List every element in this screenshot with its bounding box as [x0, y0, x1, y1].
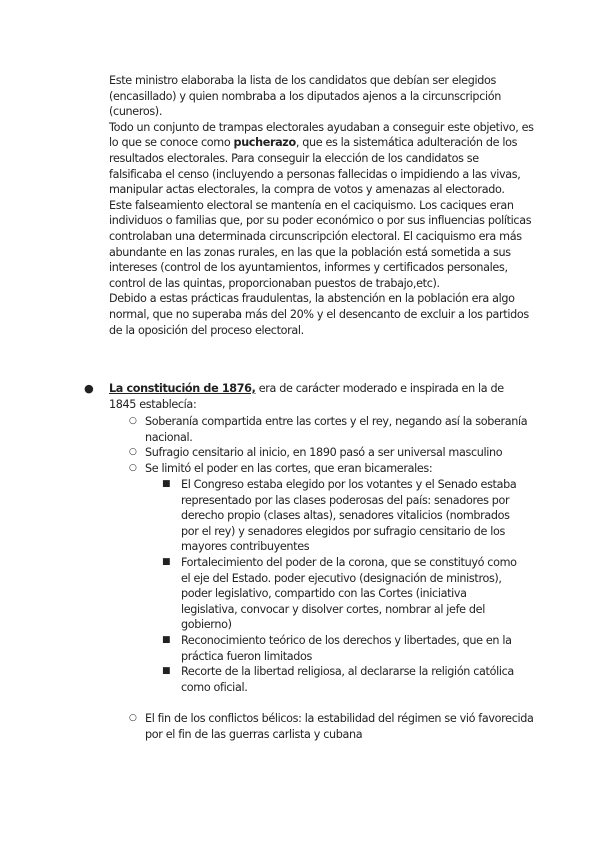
subsub-item-text: Reconocimiento teórico de los derechos y libertades, que en la práctica fueron limitados: [181, 634, 512, 663]
paragraph-caciquismo: Este falseamiento electoral se mantenía en el caciquismo. Los caciques eran individuos o familias que, por su poder económico o por sus influencias políticas controlaban una determinada circunscripción electoral. El caciquismo era más abundante en las zonas rurales, en las que la población está sometida a sus intereses (control de los ayuntamientos, informes y certificados personales, control de las quintas, proporcionaban puestos de trabajo,etc).: [109, 198, 532, 290]
paragraph-abstencion: Debido a estas prácticas fraudulentas, la abstención en la población era algo normal, que no superaba más del 20% y el desencanto de excluir a los partidos de la oposición del proceso electoral.: [109, 292, 529, 337]
constitucion-heading: La constitución de 1876,: [109, 382, 256, 395]
sub-item-text: Soberanía compartida entre las cortes y el rey, negando así la soberanía nacional.: [145, 415, 528, 444]
square-bullet-icon: ■: [162, 557, 171, 567]
circle-bullet-icon: ○: [129, 463, 137, 473]
square-bullet-icon: ■: [162, 666, 171, 676]
subsub-item-text: Recorte de la libertad religiosa, al declararse la religión católica como oficial.: [181, 665, 514, 694]
intro-text: [109, 73, 534, 338]
pucherazo-term: pucherazo: [233, 136, 296, 150]
sub-item-text: Se limitó el poder en las cortes, que eran bicamerales:: [145, 462, 433, 475]
constitucion-heading-rest: era de carácter moderado e inspirada en la de 1845 establecía:: [109, 382, 504, 411]
sub-item-text: Sufragio censitario al inicio, en 1890 pasó a ser universal masculino: [145, 446, 503, 459]
pucherazo-text-a: Todo un conjunto de trampas electorales ayudaban a conseguir este objetivo, es lo que se conoce como: [109, 120, 534, 150]
constitucion-heading-line: [109, 381, 534, 412]
square-bullet-icon: ■: [162, 479, 171, 489]
paragraph-ministro: Este ministro elaboraba la lista de los candidatos que debían ser elegidos (encasillado) y quien nombraba a los diputados ajenos a la circunscripción (cuneros).: [109, 74, 501, 119]
circle-bullet-icon: ○: [129, 713, 137, 723]
circle-bullet-icon: ○: [129, 447, 137, 457]
pucherazo-text-b: , que es la sistemática adulteración de los resultados electorales. Para conseguir la elección de los candidatos se falsificaba el censo (incluyendo a personas fallecidas o impidiendo a las vivas, manipular actas electorales, la compra de votos y amenazas al electorado.: [109, 136, 521, 197]
circle-bullet-icon: ○: [129, 416, 137, 426]
subsub-item-text: Fortalecimiento del poder de la corona, que se constituyó como el eje del Estado. poder ejecutivo (designación de ministros), poder legislativo, compartido con las Cortes (iniciativa legislativa, convocar y disolver cortes, nombrar al jefe del gobierno): [181, 556, 517, 632]
bullet-disc-icon: ●: [84, 382, 94, 395]
sub-item-text: El fin de los conflictos bélicos: la estabilidad del régimen se vió favorecida por el fin de las guerras carlista y cubana: [145, 712, 534, 741]
square-bullet-icon: ■: [162, 635, 171, 645]
paragraph-pucherazo: [109, 120, 534, 198]
subsub-item-text: El Congreso estaba elegido por los votantes y el Senado estaba representado por las clases poderosas del país: senadores por derecho propio (clases altas), senadores vitalicios (nombrados por el rey) y senadores elegidos por sufragio censitario de los mayores contribuyentes: [181, 478, 517, 554]
